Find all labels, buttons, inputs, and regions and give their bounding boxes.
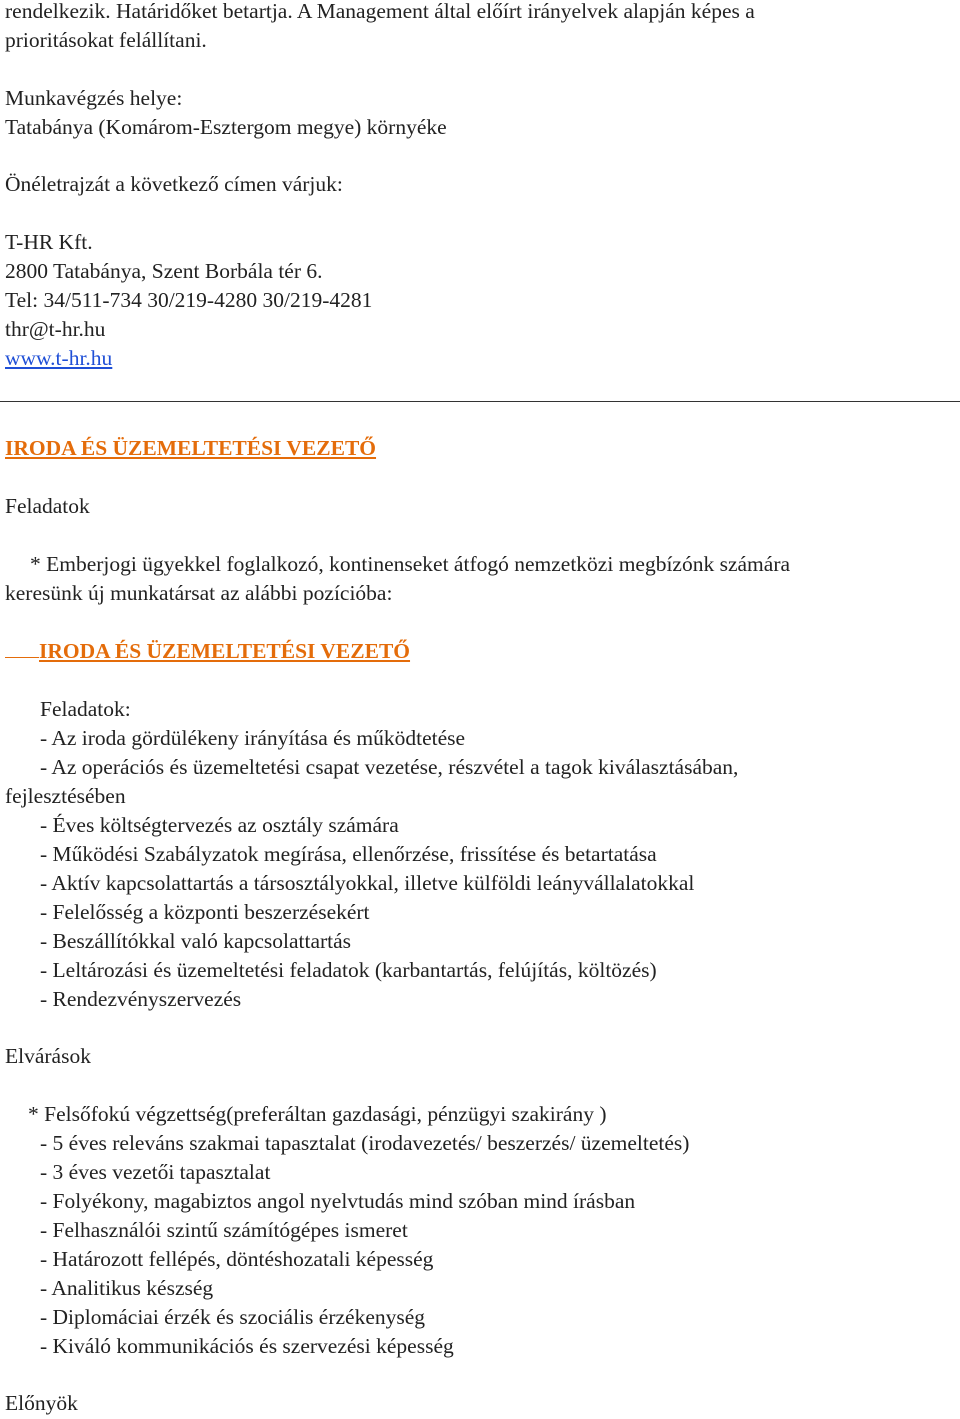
task-item: - Beszállítókkal való kapcsolattartás [40,929,352,953]
requirement-item: - Felhasználói szintű számítógépes ismeret [40,1218,408,1242]
location-value: Tatabánya (Komárom-Esztergom megye) környéke [5,115,447,139]
requirement-item: - Határozott fellépés, döntéshozatali képesség [40,1247,434,1271]
job-subtitle [5,638,410,664]
intro-line-2: prioritásokat felállítani. [5,28,207,52]
company-address: 2800 Tatabánya, Szent Borbála tér 6. [5,259,323,283]
requirement-item: - 5 éves releváns szakmai tapasztalat (irodavezetés/ beszerzés/ üzemeltetés) [40,1131,690,1155]
requirement-item: - Diplomáciai érzék és szociális érzékenység [40,1305,426,1329]
task-item: - Az iroda gördülékeny irányítása és működtetése [40,726,466,750]
tasks-heading: Feladatok [5,494,90,518]
tasks-label: Feladatok: [40,697,131,721]
task-item-continuation: fejlesztésében [5,784,126,808]
requirement-item: - 3 éves vezetői tapasztalat [40,1160,271,1184]
task-item: - Felelősség a központi beszerzésekért [40,900,370,924]
requirement-item: - Kiváló kommunikációs és szervezési képesség [40,1334,454,1358]
job-intro-line-1: * Emberjogi ügyekkel foglalkozó, kontinenseket átfogó nemzetközi megbízónk számára [30,552,791,576]
task-item: - Működési Szabályzatok megírása, ellenőrzése, frissítése és betartatása [40,842,657,866]
requirements-heading: Elvárások [5,1044,91,1068]
requirement-item: - Folyékony, magabiztos angol nyelvtudás mind szóban mind írásban [40,1189,636,1213]
task-item: - Leltározási és üzemeltetési feladatok (karbantartás, felújítás, költözés) [40,958,657,982]
task-item: - Aktív kapcsolattartás a társosztályokkal, illetve külföldi leányvállalatokkal [40,871,695,895]
task-item: - Éves költségtervezés az osztály számára [40,813,399,837]
company-email: thr@t-hr.hu [5,317,106,341]
task-item: - Rendezvényszervezés [40,987,242,1011]
job-intro-line-2: keresünk új munkatársat az alábbi pozícióba: [5,581,393,605]
horizontal-divider [0,401,960,402]
benefits-heading: Előnyök [5,1391,78,1415]
job-title-link[interactable]: IRODA ÉS ÜZEMELTETÉSI VEZETŐ [5,436,377,460]
requirement-item: - Analitikus készség [40,1276,214,1300]
job-subtitle-text: IRODA ÉS ÜZEMELTETÉSI VEZETŐ [39,639,411,663]
requirement-item: * Felsőfokú végzettség(preferáltan gazdasági, pénzügyi szakirány ) [28,1102,607,1126]
task-item: - Az operációs és üzemeltetési csapat vezetése, részvétel a tagok kiválasztásában, [40,755,739,779]
company-website-link[interactable]: www.t-hr.hu [5,346,113,370]
intro-line-1: rendelkezik. Határidőket betartja. A Management által előírt irányelvek alapján képes a [5,0,755,23]
location-label: Munkavégzés helye: [5,86,183,110]
subtitle-underline-lead [5,639,39,658]
company-phone: Tel: 34/511-734 30/219-4280 30/219-4281 [5,288,373,312]
cv-prompt: Önéletrajzát a következő címen várjuk: [5,172,343,196]
company-name: T-HR Kft. [5,230,93,254]
